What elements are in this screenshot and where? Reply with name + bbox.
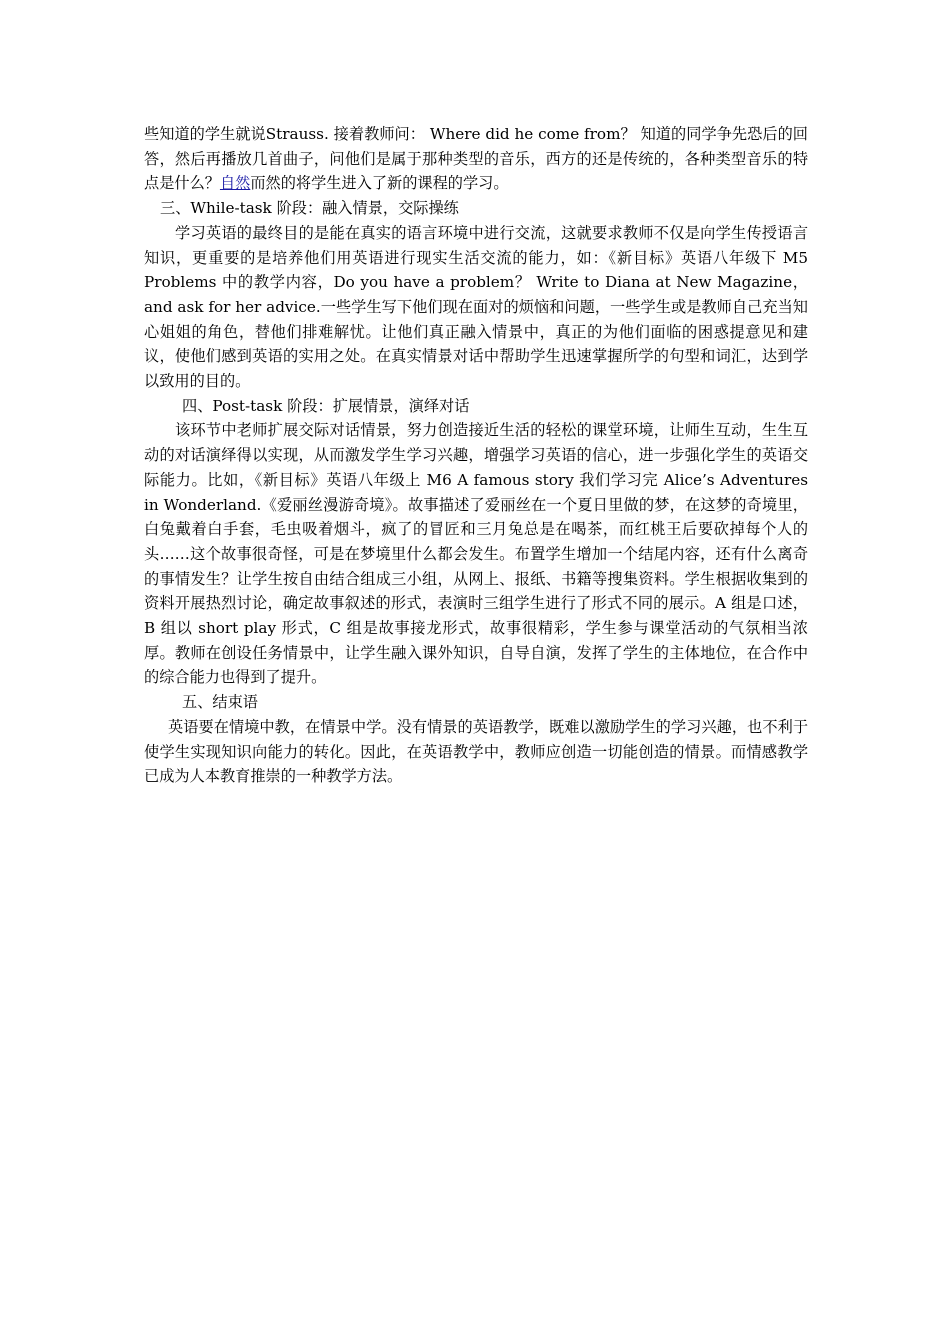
section-3-paragraph: 学习英语的最终目的是能在真实的语言环境中进行交流，这就要求教师不仅是向学生传授语言知识，更重要的是培养他们用英语进行现实生活交流的能力，如：《新目标》英语八年级下 M5 Problems 中的教学内容，Do you have a problem？ Write to Diana at New Magazine，and ask for her advice.一些学生写下他们现在面对的烦恼和问题，一些学生或是教师自己充当知心姐姐的角色，替他们排难解忧。让他们真正融入情景中，真正的为他们面临的困惑提意见和建议，使他们感到英语的实用之处。在真实情景对话中帮助学生迅速掌握所学的句型和词汇，达到学以致用的目的。 [144,223,808,391]
document-body [144,122,808,789]
section-4-paragraph: 该环节中老师扩展交际对话情景，努力创造接近生活的轻松的课堂环境，让师生互动，生生互动的对话演绎得以实现，从而激发学生学习兴趣，增强学习英语的信心，进一步强化学生的英语交际能力。比如，《新目标》英语八年级上 M6 A famous story 我们学习完 Alice’s Adventures in Wonderland.《爱丽丝漫游奇境》。故事描述了爱丽丝在一个夏日里做的梦，在这梦的奇境里，白兔戴着白手套，毛虫吸着烟斗，疯了的冒匠和三月兔总是在喝茶，而红桃王后要砍掉每个人的头……这个故事很奇怪，可是在梦境里什么都会发生。布置学生增加一个结尾内容，还有什么离奇的事情发生？让学生按自由结合组成三小组，从网上、报纸、书籍等搜集资料。学生根据收集到的资料开展热烈讨论，确定故事叙述的形式，表演时三组学生进行了形式不同的展示。A 组是口述，B 组以 short play 形式，C 组是故事接龙形式，故事很精彩，学生参与课堂活动的气氛相当浓厚。教师在创设任务情景中，让学生融入课外知识，自导自演，发挥了学生的主体地位，在合作中的综合能力也得到了提升。 [144,421,808,687]
ziran-link[interactable]: 自然 [219,174,251,193]
section-5-paragraph: 英语要在情境中教，在情景中学。没有情景的英语教学，既难以激励学生的学习兴趣，也不利于使学生实现知识向能力的转化。因此，在英语教学中，教师应创造一切能创造的情景。而情感教学已成为人本教育推崇的一种教学方法。 [144,717,808,786]
intro-text-before-link: 些知道的学生就说Strauss. 接着教师问： Where did he come from？ 知道的同学争先恐后的回答，然后再播放几首曲子，问他们是属于那种类型的音乐，西方的还是传统的，各种类型音乐的特点是什么？ [144,125,808,193]
section-5-heading: 五、结束语 [182,693,258,712]
intro-paragraph [144,122,808,196]
section-3-heading: 三、While-task 阶段：融入情景，交际操练 [160,199,459,218]
section-4-heading: 四、Post-task 阶段：扩展情景，演绎对话 [182,396,470,415]
intro-text-after-link: 而然的将学生进入了新的课程的学习。 [250,174,509,193]
